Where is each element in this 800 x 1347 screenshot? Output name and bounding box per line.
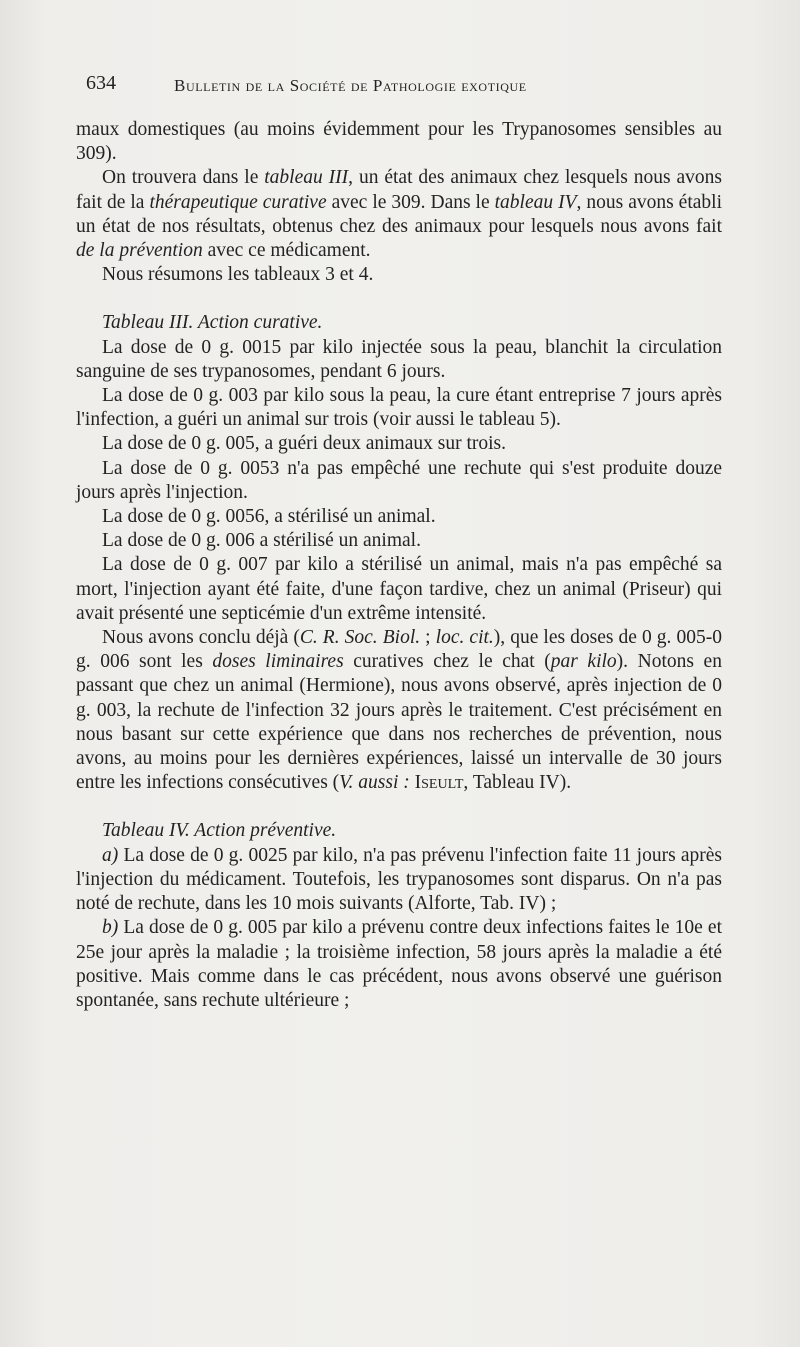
paragraph-item-a <box>76 844 722 917</box>
paragraph-dose: La dose de 0 g. 003 par kilo sous la peau, la cure étant entreprise 7 jours après l'infection, a guéri un animal sur trois (voir aussi le tableau 5). <box>76 385 722 431</box>
paragraph-dose: La dose de 0 g. 005, a guéri deux animaux sur trois. <box>102 433 506 455</box>
paragraph-tables-intro <box>76 166 722 263</box>
text-run: ), que les doses de 0 g. 005-0 g. 006 sont les <box>76 627 722 673</box>
text-run: On trouvera dans le <box>102 167 265 189</box>
body-text <box>76 118 722 1013</box>
text-run-italic: tableau III <box>264 167 349 189</box>
text-run-small-caps: Iseult <box>409 772 464 794</box>
text-run: Nous avons conclu déjà ( <box>102 627 300 649</box>
text-run: , Tableau IV). <box>463 772 572 794</box>
text-run-italic: loc. cit. <box>435 627 494 649</box>
item-label: a) <box>102 844 119 866</box>
text-run: curatives chez le chat ( <box>343 651 551 673</box>
text-run-italic: V. aussi : <box>339 772 410 794</box>
running-head: Bulletin de la Société de Pathologie exotique <box>174 76 527 95</box>
text-run-italic: doses liminaires <box>212 651 344 673</box>
text-run: avec ce médicament. <box>202 240 371 262</box>
paragraph-dose: La dose de 0 g. 007 par kilo a stérilisé un animal, mais n'a pas empêché sa mort, l'injection ayant été faite, d'une façon tardive, chez un animal (Priseur) qui avait présenté une septicémie d'un extrême intensité. <box>76 554 722 624</box>
paragraph-dose: La dose de 0 g. 0015 par kilo injectée sous la peau, blanchit la circulation sanguine de ses trypanosomes, pendant 6 jours. <box>76 336 722 382</box>
paragraph-dose: La dose de 0 g. 0056, a stérilisé un animal. <box>102 506 436 528</box>
text-run-italic: par kilo <box>550 651 617 673</box>
paragraph-conclusion <box>76 626 722 795</box>
paragraph-dose: La dose de 0 g. 0053 n'a pas empêché une rechute qui s'est produite douze jours après l'injection. <box>76 457 722 503</box>
text-run: La dose de 0 g. 005 par kilo a prévenu contre deux infections faites le 10e et 25e jour après la maladie ; la troisième infection, 58 jours après la maladie a été positive. Mais comme dans le cas précédent, nous avons observé une guérison spontanée, sans rechute ultérieure ; <box>76 917 722 1011</box>
section-title-tableau-iii: Tableau III. Action curative. <box>102 312 323 334</box>
paragraph-dose: La dose de 0 g. 006 a stérilisé un animal. <box>102 530 421 552</box>
section-title-tableau-iv: Tableau IV. Action préventive. <box>102 820 337 842</box>
text-run-italic: tableau IV <box>494 191 577 213</box>
item-label: b) <box>102 917 119 939</box>
page-header <box>86 72 646 102</box>
text-run: ). Notons en passant que chez un animal (Hermione), nous avons observé, après injection de 0 g. 003, la rechute de l'infection 32 jours après le traitement. C'est précisément en nous basant sur cette expérience que dans nos recherches de prévention, nous avons, au moins pour les dernières expériences, laissé un intervalle de 30 jours entre les infections consécutives ( <box>76 651 722 794</box>
text-run: avec le 309. Dans le <box>326 191 495 213</box>
text-run-italic: C. R. Soc. Biol. <box>299 627 421 649</box>
paragraph-continuation: maux domestiques (au moins évidemment pour les Trypanosomes sensibles au 309). <box>76 119 722 165</box>
text-run: , un état des animaux chez lesquels nous avons fait de la <box>76 167 722 213</box>
text-run-italic: thérapeutique curative <box>149 191 327 213</box>
text-run: , nous avons établi un état de nos résultats, obtenus chez des animaux pour lesquels nous avons fait <box>76 191 722 237</box>
page-number: 634 <box>86 72 116 94</box>
text-run: La dose de 0 g. 0025 par kilo, n'a pas prévenu l'infection faite 11 jours après l'injection du médicament. Toutefois, les trypanosomes sont disparus. On n'a pas noté de rechute, dans les 10 mois suivants (Alforte, Tab. IV) ; <box>76 844 722 915</box>
paragraph-summary: Nous résumons les tableaux 3 et 4. <box>102 264 374 286</box>
text-run: ; <box>420 627 436 649</box>
text-run-italic: de la prévention <box>76 240 203 262</box>
paragraph-item-b <box>76 916 722 1013</box>
